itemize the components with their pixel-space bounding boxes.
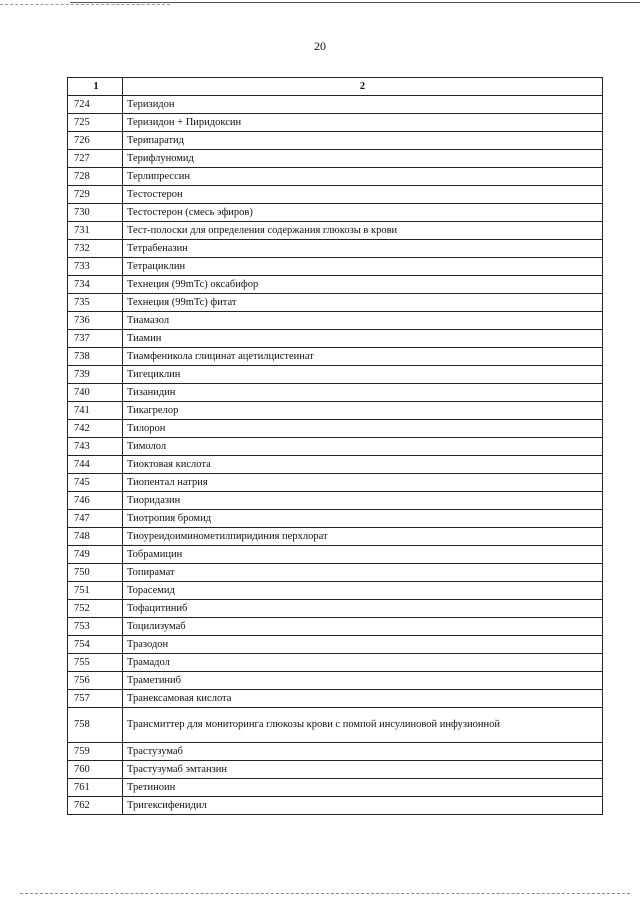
row-drug-name: Трамадол bbox=[123, 654, 603, 672]
row-number: 727 bbox=[68, 150, 123, 168]
row-number: 739 bbox=[68, 366, 123, 384]
row-number: 757 bbox=[68, 690, 123, 708]
table-row bbox=[68, 690, 603, 708]
row-number: 754 bbox=[68, 636, 123, 654]
row-drug-name: Тиоуреидоиминометилпиридиния перхлорат bbox=[123, 528, 603, 546]
row-number: 742 bbox=[68, 420, 123, 438]
row-number: 751 bbox=[68, 582, 123, 600]
table-row bbox=[68, 600, 603, 618]
row-number: 733 bbox=[68, 258, 123, 276]
row-number: 731 bbox=[68, 222, 123, 240]
row-drug-name: Терипаратид bbox=[123, 132, 603, 150]
table-row bbox=[68, 564, 603, 582]
scan-edge-top-left bbox=[0, 4, 170, 5]
table-row bbox=[68, 150, 603, 168]
row-drug-name: Тилорон bbox=[123, 420, 603, 438]
row-number: 747 bbox=[68, 510, 123, 528]
row-number: 741 bbox=[68, 402, 123, 420]
table-row bbox=[68, 402, 603, 420]
row-number: 744 bbox=[68, 456, 123, 474]
row-drug-name: Тразодон bbox=[123, 636, 603, 654]
scan-edge-top bbox=[70, 2, 640, 3]
row-number: 749 bbox=[68, 546, 123, 564]
scan-edge-bottom bbox=[20, 893, 630, 894]
row-drug-name: Тобрамицин bbox=[123, 546, 603, 564]
row-drug-name: Тимолол bbox=[123, 438, 603, 456]
table-row bbox=[68, 761, 603, 779]
row-drug-name: Тиамазол bbox=[123, 312, 603, 330]
row-drug-name: Тетрациклин bbox=[123, 258, 603, 276]
table-row bbox=[68, 528, 603, 546]
row-drug-name: Тетрабеназин bbox=[123, 240, 603, 258]
table-row bbox=[68, 312, 603, 330]
medicines-table bbox=[67, 77, 603, 815]
table-row bbox=[68, 330, 603, 348]
row-number: 748 bbox=[68, 528, 123, 546]
row-drug-name: Тигециклин bbox=[123, 366, 603, 384]
row-drug-name: Технеция (99mTc) оксабифор bbox=[123, 276, 603, 294]
row-drug-name: Трастузумаб эмтанзин bbox=[123, 761, 603, 779]
row-number: 737 bbox=[68, 330, 123, 348]
table-row bbox=[68, 384, 603, 402]
row-drug-name: Третиноин bbox=[123, 779, 603, 797]
row-drug-name: Торасемид bbox=[123, 582, 603, 600]
row-drug-name: Теризидон + Пиридоксин bbox=[123, 114, 603, 132]
row-number: 734 bbox=[68, 276, 123, 294]
row-number: 732 bbox=[68, 240, 123, 258]
row-drug-name: Трастузумаб bbox=[123, 743, 603, 761]
table-row bbox=[68, 204, 603, 222]
row-number: 743 bbox=[68, 438, 123, 456]
row-drug-name: Тестостерон (смесь эфиров) bbox=[123, 204, 603, 222]
row-drug-name: Технеция (99mTc) фитат bbox=[123, 294, 603, 312]
row-number: 738 bbox=[68, 348, 123, 366]
table-row bbox=[68, 438, 603, 456]
column-header-name: 2 bbox=[123, 78, 603, 96]
row-drug-name: Траметиниб bbox=[123, 672, 603, 690]
row-drug-name: Тиоридазин bbox=[123, 492, 603, 510]
table-row bbox=[68, 294, 603, 312]
table-row bbox=[68, 132, 603, 150]
row-drug-name: Теризидон bbox=[123, 96, 603, 114]
column-header-number: 1 bbox=[68, 78, 123, 96]
table-row bbox=[68, 456, 603, 474]
row-number: 760 bbox=[68, 761, 123, 779]
table-row bbox=[68, 546, 603, 564]
row-drug-name: Тиопентал натрия bbox=[123, 474, 603, 492]
table-row bbox=[68, 636, 603, 654]
row-drug-name: Тиоктовая кислота bbox=[123, 456, 603, 474]
row-number: 752 bbox=[68, 600, 123, 618]
row-drug-name: Терифлуномид bbox=[123, 150, 603, 168]
row-number: 756 bbox=[68, 672, 123, 690]
table-row bbox=[68, 510, 603, 528]
table-row bbox=[68, 492, 603, 510]
row-number: 724 bbox=[68, 96, 123, 114]
table-row bbox=[68, 276, 603, 294]
row-number: 735 bbox=[68, 294, 123, 312]
table-row bbox=[68, 258, 603, 276]
row-drug-name: Трансмиттер для мониторинга глюкозы крови с помпой инсулиновой инфузионной bbox=[123, 708, 603, 743]
row-drug-name: Тофацитиниб bbox=[123, 600, 603, 618]
table-row bbox=[68, 348, 603, 366]
table-row bbox=[68, 366, 603, 384]
row-drug-name: Тизанидин bbox=[123, 384, 603, 402]
table-row bbox=[68, 618, 603, 636]
row-number: 728 bbox=[68, 168, 123, 186]
row-number: 725 bbox=[68, 114, 123, 132]
row-drug-name: Тикагрелор bbox=[123, 402, 603, 420]
table-row bbox=[68, 240, 603, 258]
table-row bbox=[68, 186, 603, 204]
row-drug-name: Тиамфеникола глицинат ацетилцистеинат bbox=[123, 348, 603, 366]
table-row bbox=[68, 708, 603, 743]
row-number: 759 bbox=[68, 743, 123, 761]
row-number: 761 bbox=[68, 779, 123, 797]
row-number: 726 bbox=[68, 132, 123, 150]
row-number: 729 bbox=[68, 186, 123, 204]
row-number: 750 bbox=[68, 564, 123, 582]
table-row bbox=[68, 672, 603, 690]
row-drug-name: Топирамат bbox=[123, 564, 603, 582]
page-number: 20 bbox=[314, 39, 326, 53]
row-number: 753 bbox=[68, 618, 123, 636]
table-row bbox=[68, 779, 603, 797]
table-row bbox=[68, 222, 603, 240]
table-row bbox=[68, 743, 603, 761]
table-row bbox=[68, 654, 603, 672]
row-drug-name: Тиотропия бромид bbox=[123, 510, 603, 528]
row-drug-name: Тест-полоски для определения содержания глюкозы в крови bbox=[123, 222, 603, 240]
row-number: 740 bbox=[68, 384, 123, 402]
row-drug-name: Тоцилизумаб bbox=[123, 618, 603, 636]
row-number: 746 bbox=[68, 492, 123, 510]
row-drug-name: Транексамовая кислота bbox=[123, 690, 603, 708]
row-number: 755 bbox=[68, 654, 123, 672]
row-number: 745 bbox=[68, 474, 123, 492]
row-drug-name: Терлипрессин bbox=[123, 168, 603, 186]
table-row bbox=[68, 474, 603, 492]
table-row bbox=[68, 582, 603, 600]
table-row bbox=[68, 797, 603, 815]
row-number: 758 bbox=[68, 708, 123, 743]
table-header-row bbox=[68, 78, 603, 96]
table-row bbox=[68, 420, 603, 438]
row-number: 736 bbox=[68, 312, 123, 330]
table-row bbox=[68, 114, 603, 132]
row-drug-name: Тестостерон bbox=[123, 186, 603, 204]
row-number: 730 bbox=[68, 204, 123, 222]
table-row bbox=[68, 168, 603, 186]
table-row bbox=[68, 96, 603, 114]
row-drug-name: Тиамин bbox=[123, 330, 603, 348]
row-number: 762 bbox=[68, 797, 123, 815]
row-drug-name: Тригексифенидил bbox=[123, 797, 603, 815]
